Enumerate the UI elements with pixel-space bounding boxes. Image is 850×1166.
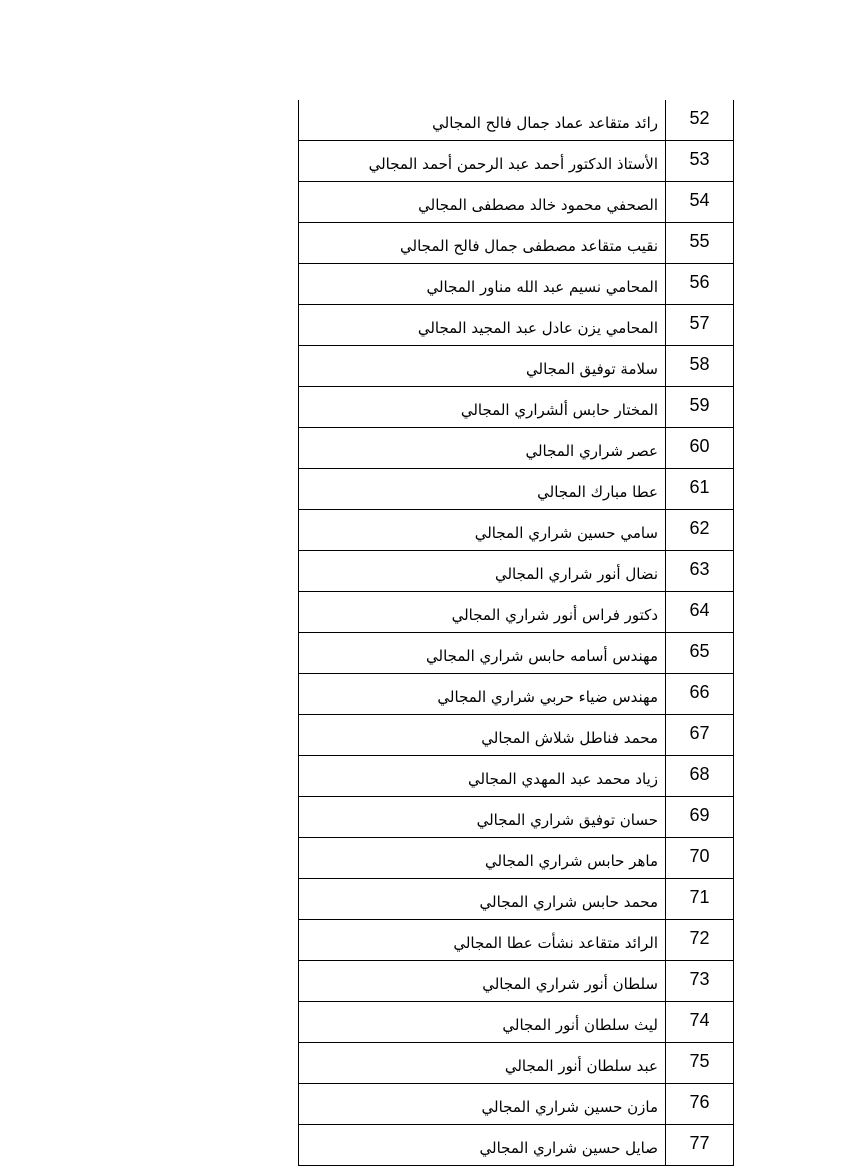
number-cell: 76 bbox=[666, 1084, 734, 1125]
number-cell: 59 bbox=[666, 387, 734, 428]
number-cell: 53 bbox=[666, 141, 734, 182]
table-row bbox=[299, 797, 734, 838]
number-cell: 64 bbox=[666, 592, 734, 633]
number-cell: 62 bbox=[666, 510, 734, 551]
name-cell: حسان توفيق شراري المجالي bbox=[299, 797, 666, 838]
name-cell: المختار حابس ألشراري المجالي bbox=[299, 387, 666, 428]
name-cell: المحامي يزن عادل عبد المجيد المجالي bbox=[299, 305, 666, 346]
number-cell: 75 bbox=[666, 1043, 734, 1084]
number-cell: 55 bbox=[666, 223, 734, 264]
number-cell: 69 bbox=[666, 797, 734, 838]
name-cell: ليث سلطان أنور المجالي bbox=[299, 1002, 666, 1043]
number-cell: 63 bbox=[666, 551, 734, 592]
table-row bbox=[299, 592, 734, 633]
name-cell: المحامي نسيم عبد الله مناور المجالي bbox=[299, 264, 666, 305]
table-row bbox=[299, 510, 734, 551]
name-cell: صايل حسين شراري المجالي bbox=[299, 1125, 666, 1166]
table-row bbox=[299, 223, 734, 264]
name-cell: نقيب متقاعد مصطفى جمال فالح المجالي bbox=[299, 223, 666, 264]
name-cell: عطا مبارك المجالي bbox=[299, 469, 666, 510]
name-cell: الأستاذ الدكتور أحمد عبد الرحمن أحمد المجالي bbox=[299, 141, 666, 182]
name-cell: محمد فناطل شلاش المجالي bbox=[299, 715, 666, 756]
name-cell: محمد حابس شراري المجالي bbox=[299, 879, 666, 920]
name-cell: مهندس ضياء حربي شراري المجالي bbox=[299, 674, 666, 715]
number-cell: 52 bbox=[666, 100, 734, 141]
number-cell: 61 bbox=[666, 469, 734, 510]
number-cell: 58 bbox=[666, 346, 734, 387]
table-row bbox=[299, 387, 734, 428]
name-cell: نضال أنور شراري المجالي bbox=[299, 551, 666, 592]
table-row bbox=[299, 141, 734, 182]
table-row bbox=[299, 1125, 734, 1166]
table-row bbox=[299, 264, 734, 305]
number-cell: 72 bbox=[666, 920, 734, 961]
name-cell: سامي حسين شراري المجالي bbox=[299, 510, 666, 551]
table-row bbox=[299, 100, 734, 141]
number-cell: 57 bbox=[666, 305, 734, 346]
number-cell: 54 bbox=[666, 182, 734, 223]
table-row bbox=[299, 1002, 734, 1043]
number-cell: 71 bbox=[666, 879, 734, 920]
name-cell: مهندس أسامه حابس شراري المجالي bbox=[299, 633, 666, 674]
name-cell: ماهر حابس شراري المجالي bbox=[299, 838, 666, 879]
table-row bbox=[299, 838, 734, 879]
table-row bbox=[299, 920, 734, 961]
number-cell: 70 bbox=[666, 838, 734, 879]
names-table bbox=[298, 100, 734, 1166]
table-row bbox=[299, 633, 734, 674]
number-cell: 66 bbox=[666, 674, 734, 715]
names-table-body bbox=[299, 100, 734, 1166]
number-cell: 77 bbox=[666, 1125, 734, 1166]
table-row bbox=[299, 756, 734, 797]
number-cell: 56 bbox=[666, 264, 734, 305]
table-row bbox=[299, 961, 734, 1002]
table-row bbox=[299, 674, 734, 715]
table-row bbox=[299, 305, 734, 346]
name-cell: زياد محمد عبد المهدي المجالي bbox=[299, 756, 666, 797]
number-cell: 67 bbox=[666, 715, 734, 756]
table-row bbox=[299, 1043, 734, 1084]
number-cell: 60 bbox=[666, 428, 734, 469]
table-row bbox=[299, 346, 734, 387]
name-cell: الصحفي محمود خالد مصطفى المجالي bbox=[299, 182, 666, 223]
number-cell: 73 bbox=[666, 961, 734, 1002]
name-cell: سلطان أنور شراري المجالي bbox=[299, 961, 666, 1002]
table-row bbox=[299, 1084, 734, 1125]
table-row bbox=[299, 715, 734, 756]
table-row bbox=[299, 182, 734, 223]
number-cell: 68 bbox=[666, 756, 734, 797]
number-cell: 65 bbox=[666, 633, 734, 674]
table-row bbox=[299, 879, 734, 920]
name-cell: الرائد متقاعد نشأت عطا المجالي bbox=[299, 920, 666, 961]
table-row bbox=[299, 551, 734, 592]
name-cell: مازن حسين شراري المجالي bbox=[299, 1084, 666, 1125]
number-cell: 74 bbox=[666, 1002, 734, 1043]
name-cell: دكتور فراس أنور شراري المجالي bbox=[299, 592, 666, 633]
name-cell: عبد سلطان أنور المجالي bbox=[299, 1043, 666, 1084]
name-cell: رائد متقاعد عماد جمال فالح المجالي bbox=[299, 100, 666, 141]
table-row bbox=[299, 469, 734, 510]
table-row bbox=[299, 428, 734, 469]
name-cell: سلامة توفيق المجالي bbox=[299, 346, 666, 387]
name-cell: عصر شراري المجالي bbox=[299, 428, 666, 469]
